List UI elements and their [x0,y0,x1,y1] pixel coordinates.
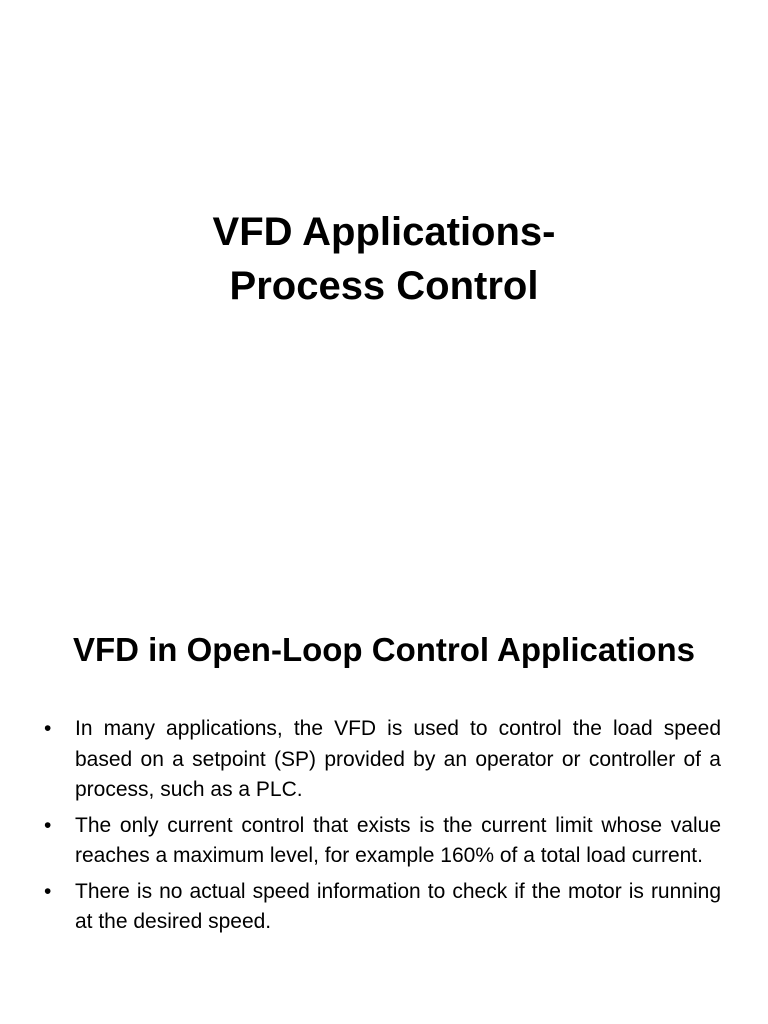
list-item [44,877,721,938]
title-line-1: VFD Applications- [212,210,556,254]
slide-heading: VFD in Open-Loop Control Applications [72,631,696,668]
title-line-2: Process Control [229,264,539,308]
list-item [44,714,721,806]
content-slide [0,576,768,1024]
bullet-marker: • [44,879,52,903]
bullet-text: There is no actual speed information to check if the motor is running at the desired speed. [75,879,721,933]
bullet-marker: • [44,813,52,837]
bullet-marker: • [44,717,52,740]
list-item [44,811,721,872]
bullet-list [44,714,721,943]
bullet-text: In many applications, the VFD is used to control the load speed based on a setpoint (SP) provided by an operator or controller of a process, such as a PLC. [75,717,721,801]
slide-title [0,205,768,313]
bullet-text: The only current control that exists is the current limit whose value reaches a maximum level, for example 160% of a total load current. [75,813,721,867]
